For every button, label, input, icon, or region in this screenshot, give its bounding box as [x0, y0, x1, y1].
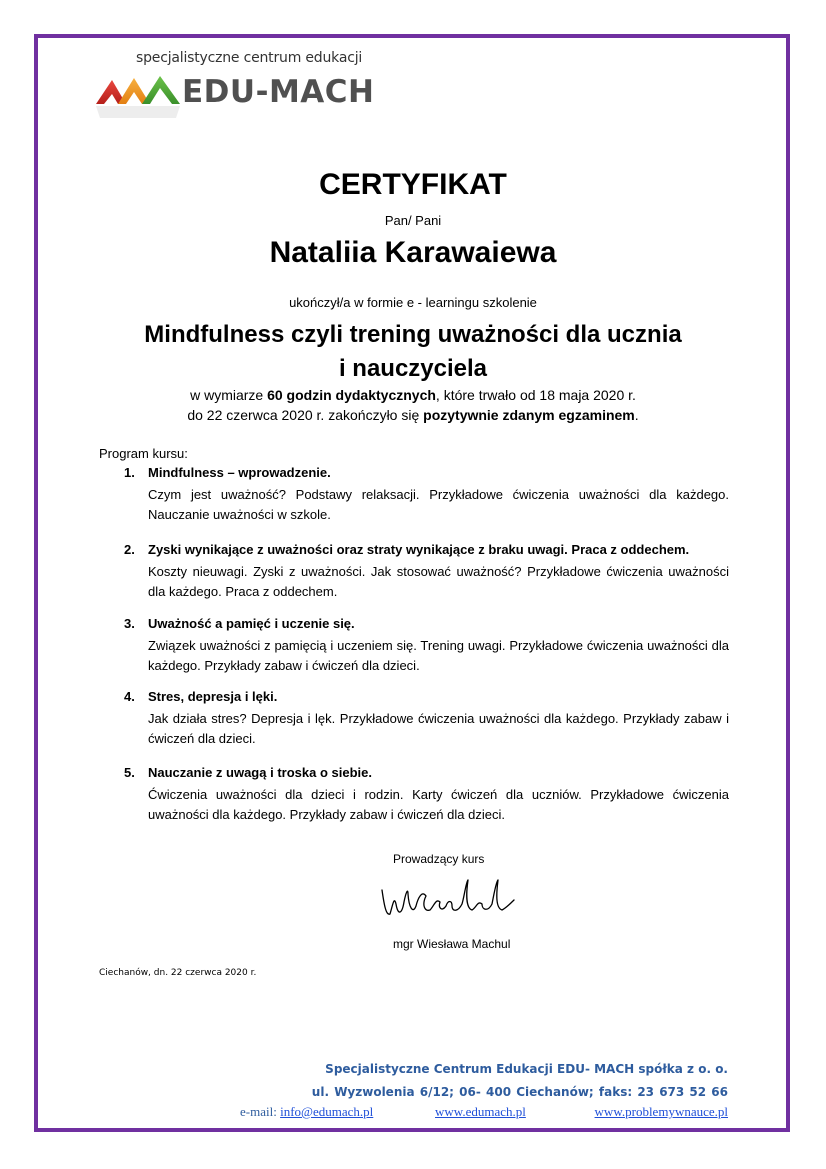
program-module	[124, 689, 729, 749]
instructor-label: Prowadzący kurs	[393, 852, 485, 866]
logo-name: EDU-MACH	[182, 74, 375, 110]
recipient-name: Nataliia Karawaiewa	[269, 236, 557, 269]
scope-hours: 60 godzin dydaktycznych	[267, 387, 436, 403]
module-title: Nauczanie z uwagą i troska o siebie.	[148, 765, 372, 780]
module-number: 3.	[124, 616, 135, 631]
scope-text: w wymiarze	[190, 387, 268, 403]
course-title-line2: i nauczyciela	[338, 355, 488, 382]
scope-result: pozytywnie zdanym egzaminem	[423, 407, 635, 423]
footer-links	[240, 1104, 728, 1120]
salutation: Pan/ Pani	[384, 213, 442, 228]
footer-company: Specjalistyczne Centrum Edukacji EDU- MACH spółka z o. o.	[325, 1062, 728, 1076]
module-number: 4.	[124, 689, 135, 704]
module-title: Zyski wynikające z uważności oraz straty wynikające z braku uwagi. Praca z oddechem.	[148, 542, 690, 557]
footer-address: ul. Wyzwolenia 6/12; 06- 400 Ciechanów; faks: 23 673 52 66	[311, 1085, 728, 1099]
email-link[interactable]: info@edumach.pl	[280, 1104, 374, 1119]
email-label: e-mail:	[240, 1104, 281, 1119]
edu-mach-logo	[96, 48, 386, 138]
completed-text: ukończył/a w formie e - learningu szkolenie	[289, 295, 537, 310]
module-description: Ćwiczenia uważności dla dzieci i rodzin. Karty ćwiczeń dla uczniów. Przykładowe ćwiczenia uważności dla każdego. Przykłady zabaw i ćwiczeń dla dzieci.	[148, 787, 729, 822]
place-date: Ciechanów, dn. 22 czerwca 2020 r.	[99, 968, 257, 978]
module-title: Uważność a pamięć i uczenie się.	[148, 616, 355, 631]
module-number: 1.	[124, 465, 135, 480]
module-description: Związek uważności z pamięcią i uczeniem się. Trening uwagi. Przykładowe ćwiczenia uważności dla każdego. Przykłady zabaw i ćwiczeń dla dzieci.	[148, 638, 729, 673]
scope-text: , które trwało od 18 maja 2020 r.	[435, 387, 636, 403]
course-title-line1: Mindfulness czyli trening uważności dla ucznia	[144, 321, 682, 348]
course-scope	[0, 385, 826, 425]
module-description: Jak działa stres? Depresja i lęk. Przykładowe ćwiczenia uważności dla każdego. Przykłady zabaw i ćwiczeń dla dzieci.	[148, 711, 729, 746]
program-module	[124, 542, 729, 602]
module-title: Mindfulness – wprowadzenie.	[148, 465, 331, 480]
logo-mountains-icon	[96, 74, 184, 128]
program-module	[124, 616, 729, 676]
course-title	[0, 318, 826, 386]
certificate-title: CERTYFIKAT	[319, 168, 507, 201]
program-module	[124, 465, 729, 525]
website2-link[interactable]: www.problemywnauce.pl	[594, 1104, 728, 1119]
module-description: Czym jest uważność? Podstawy relaksacji. Przykładowe ćwiczenia uważności dla każdego. Nauczanie uważności w szkole.	[148, 487, 729, 522]
module-number: 5.	[124, 765, 135, 780]
module-description: Koszty nieuwagi. Zyski z uważności. Jak stosować uważność? Przykładowe ćwiczenia uważności dla każdego. Praca z oddechem.	[148, 564, 729, 599]
program-label: Program kursu:	[99, 446, 188, 461]
module-number: 2.	[124, 542, 135, 557]
scope-text: do 22 czerwca 2020 r. zakończyło się	[187, 407, 424, 423]
logo-tagline: specjalistyczne centrum edukacji	[136, 50, 363, 66]
instructor-signature	[378, 874, 518, 924]
program-module	[124, 765, 729, 825]
scope-text: .	[634, 407, 639, 423]
website-link[interactable]: www.edumach.pl	[435, 1104, 526, 1119]
instructor-name: mgr Wiesława Machul	[393, 937, 511, 951]
module-title: Stres, depresja i lęki.	[148, 689, 278, 704]
